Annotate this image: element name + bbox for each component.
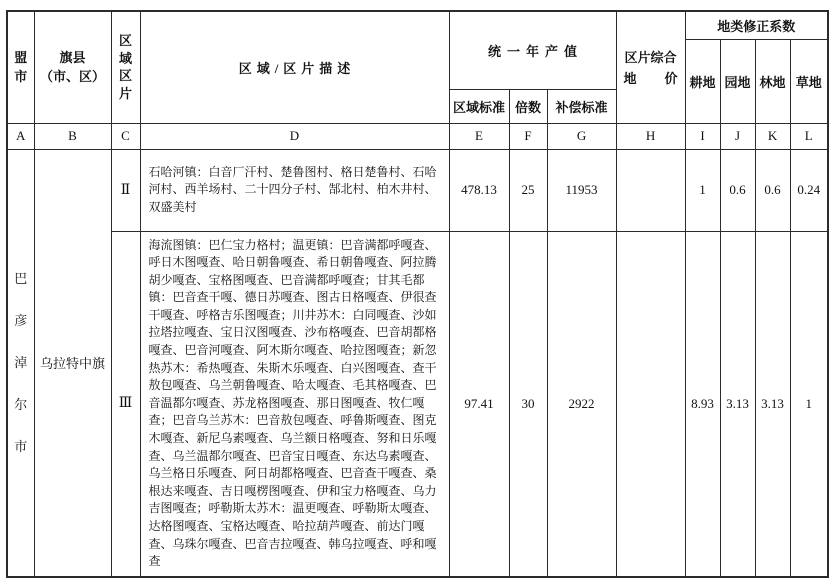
header-cultivated-land: 耕地 (685, 39, 720, 123)
banner-name: 乌拉特中旗 (39, 356, 105, 372)
column-letter-g: G (547, 123, 616, 149)
column-letter-a: A (7, 123, 34, 149)
column-letter-c: C (111, 123, 140, 149)
header-zone-price-line1: 区片综合 (624, 50, 677, 66)
header-league-city (7, 11, 34, 123)
zone-price-value (616, 149, 685, 231)
grass-coefficient: 0.24 (790, 149, 828, 231)
header-compensation-standard: 补偿标准 (547, 89, 616, 123)
column-letter-f: F (509, 123, 547, 149)
banner-cell (34, 149, 111, 577)
header-region-standard: 区域标准 (449, 89, 509, 123)
column-letter-k: K (755, 123, 790, 149)
header-forest-land: 林地 (755, 39, 790, 123)
header-zone-price-line2: 地 价 (623, 71, 678, 87)
table-row-zone-3 (7, 231, 828, 577)
compensation-standard-value: 11953 (547, 149, 616, 231)
multiplier-value: 25 (509, 149, 547, 231)
forest-coefficient: 3.13 (755, 231, 790, 577)
header-banner-county-line2: （市、区） (39, 69, 105, 85)
region-standard-value: 478.13 (449, 149, 509, 231)
garden-coefficient: 0.6 (720, 149, 755, 231)
column-letter-e: E (449, 123, 509, 149)
header-zone-column-label: 区域区片 (118, 33, 132, 101)
column-letter-h: H (616, 123, 685, 149)
compensation-standard-value: 2922 (547, 231, 616, 577)
zone-label: Ⅲ (111, 231, 140, 577)
zone-price-value (616, 231, 685, 577)
header-unified-annual-value: 统一年产值 (449, 11, 616, 89)
zone-description: 海流图镇：巴仁宝力格村；温更镇：巴音满都呼嘎查、呼日木图嘎查、哈日朝鲁嘎查、希日朝鲁嘎查、阿拉腾胡少嘎查、宝格图嘎查、巴音满都呼嘎查；甘其毛都镇：巴音查干嘎、德日苏嘎查、图古日格嘎查、伊很查干嘎查、呼格吉乐图嘎查；川井苏木：白同嘎查、沙如拉塔拉嘎查、宝日汉图嘎查、沙布格嘎查、巴音胡都格嘎查、巴音河嘎查、阿木斯尔嘎查、哈拉图嘎查；新忽热苏木：希热嘎查、朱斯木乐嘎查、白兴图嘎查、查干敖包嘎查、乌兰朝鲁嘎查、哈太嘎查、毛其格嘎查、巴音温都尔嘎查、苏龙格图嘎查、那日图嘎查、牧仁嘎查；巴音乌兰苏木：巴音敖包嘎查、呼鲁斯嘎查、图克木嘎查、新尼乌素嘎查、乌兰额日格嘎查、努和日乐嘎查、乌兰温都尔嘎查、巴音宝日嘎查、东达乌素嘎查、乌兰格日乐嘎查、阿日胡都格嘎查、巴音查干嘎查、桑根达来嘎查、吉日嘎楞图嘎查、伊和宝力格嘎查、乌力吉图嘎查；呼勒斯太苏木：温更嘎查、呼勒斯太嘎查、达格图嘎查、宝格达嘎查、哈拉葫芦嘎查、前达门嘎查、乌珠尔嘎查、巴音吉拉嘎查、韩乌拉嘎查、呼和嘎查 (140, 231, 449, 577)
forest-coefficient: 0.6 (755, 149, 790, 231)
header-description-column: 区域/区片描述 (140, 11, 449, 123)
header-landtype-correction-group: 地类修正系数 (685, 11, 828, 39)
column-letter-j: J (720, 123, 755, 149)
zone-description: 石哈河镇：白音厂汗村、楚鲁图村、格日楚鲁村、石哈河村、西羊场村、二十四分子村、郜北村、柏木井村、双盛美村 (140, 149, 449, 231)
city-cell (7, 149, 34, 577)
grass-coefficient: 1 (790, 231, 828, 577)
header-zone-comprehensive-price (616, 11, 685, 123)
header-banner-county-line1: 旗县 (59, 49, 86, 65)
garden-coefficient: 3.13 (720, 231, 755, 577)
city-name: 巴彦淖尔市 (14, 270, 28, 454)
table-row-zone-2 (7, 149, 828, 231)
data-table (6, 10, 829, 578)
column-letter-d: D (140, 123, 449, 149)
column-letter-l: L (790, 123, 828, 149)
header-garden-land: 园地 (720, 39, 755, 123)
region-standard-value: 97.41 (449, 231, 509, 577)
zone-label: Ⅱ (111, 149, 140, 231)
header-grass-land: 草地 (790, 39, 828, 123)
column-letter-i: I (685, 123, 720, 149)
compensation-standards-table (6, 10, 829, 578)
multiplier-value: 30 (509, 231, 547, 577)
cultivated-coefficient: 1 (685, 149, 720, 231)
cultivated-coefficient: 8.93 (685, 231, 720, 577)
column-letters-row (7, 123, 828, 149)
header-zone-column (111, 11, 140, 123)
column-letter-b: B (34, 123, 111, 149)
header-multiplier: 倍数 (509, 89, 547, 123)
header-banner-county (34, 11, 111, 123)
header-league-city-label: 盟市 (14, 49, 28, 85)
header-row-1 (7, 11, 828, 39)
